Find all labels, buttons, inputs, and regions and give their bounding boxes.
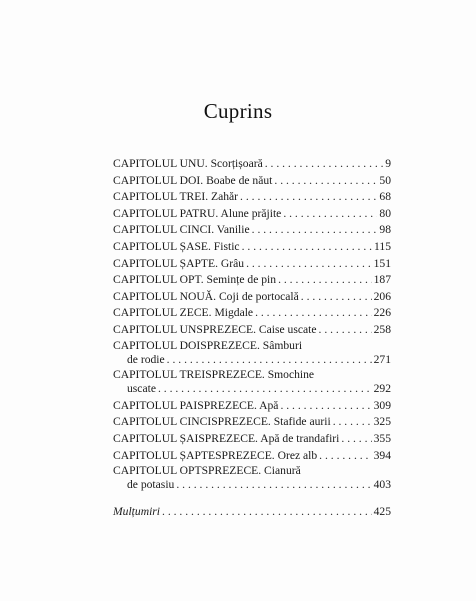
toc-entry-page: 9 (385, 157, 391, 170)
toc-entry-acknowledgements (113, 504, 391, 519)
toc-entry (113, 189, 391, 204)
toc-entry-label: CAPITOLUL DOI. Boabe de năut (113, 173, 273, 187)
dot-leader (252, 222, 378, 237)
dot-leader (242, 239, 372, 254)
toc-entry-label-continued: de potasiu (127, 478, 175, 492)
dot-leader (158, 382, 372, 396)
toc-entry (113, 156, 391, 171)
toc-entry-page: 309 (373, 398, 391, 412)
toc-entry-label: CAPITOLUL ȘASE. Fistic (113, 239, 240, 253)
toc-entry-label: CAPITOLUL ȘAISPREZECE. Apă de trandafiri (113, 431, 340, 445)
toc-entry (113, 368, 391, 396)
toc-entry (113, 431, 391, 446)
toc-entry-label: CAPITOLUL OPT. Semințe de pin (113, 273, 277, 287)
dot-leader (283, 206, 377, 221)
dot-leader (333, 414, 372, 429)
toc-entry-label: CAPITOLUL ZECE. Migdale (113, 306, 254, 320)
toc-entry (113, 322, 391, 337)
toc-entry (113, 272, 391, 287)
dot-leader (167, 353, 372, 367)
toc-entry-page: 271 (373, 352, 391, 366)
toc-entry-page: 325 (373, 415, 391, 429)
toc-entry (113, 448, 391, 463)
page-title: Cuprins (203, 99, 273, 123)
dot-leader (280, 398, 371, 413)
toc-entry-label-continued: uscate (127, 382, 156, 396)
toc-entry-page: 355 (373, 431, 391, 445)
toc-entry-label: CAPITOLUL OPTSPREZECE. Cianură (113, 464, 301, 478)
toc-entry (113, 256, 391, 271)
toc-entry-label: CAPITOLUL NOUĂ. Coji de portocală (113, 289, 299, 303)
toc-entry-label: CAPITOLUL TREISPREZECE. Smochine (113, 368, 315, 382)
section-gap (113, 494, 391, 504)
dot-leader (278, 272, 372, 287)
toc-entry (113, 339, 391, 367)
toc-entry-label: CAPITOLUL CINCISPREZECE. Stafide aurii (113, 415, 331, 429)
table-of-contents (113, 156, 391, 520)
toc-entry (113, 305, 391, 320)
toc-entry-label: CAPITOLUL TREI. Zahăr (113, 190, 239, 204)
toc-entry-page: 425 (373, 504, 391, 518)
toc-entry-page: 206 (373, 289, 391, 303)
dot-leader (240, 189, 377, 204)
toc-entry-label: Mulțumiri (113, 504, 161, 518)
toc-entry-page: 226 (373, 306, 391, 320)
toc-entry-label: CAPITOLUL UNU. Scorțișoară (113, 157, 263, 170)
toc-entry (113, 414, 391, 429)
dot-leader (319, 448, 371, 463)
toc-entry-page: 98 (379, 223, 391, 237)
toc-entry-label: CAPITOLUL PAISPREZECE. Apă (113, 398, 279, 412)
toc-entry-page: 68 (379, 190, 391, 204)
toc-entry-label-continued: de rodie (127, 352, 165, 366)
toc-entry (113, 289, 391, 304)
dot-leader (162, 504, 372, 519)
toc-entry-page: 151 (373, 256, 391, 270)
toc-entry-label: CAPITOLUL PATRU. Alune prăjite (113, 206, 282, 220)
toc-entry (113, 206, 391, 221)
toc-entry-page: 80 (379, 206, 391, 220)
dot-leader (319, 322, 372, 337)
toc-entry (113, 239, 391, 254)
dot-leader (265, 156, 383, 171)
toc-entry-page: 115 (374, 239, 391, 253)
dot-leader (274, 173, 377, 188)
toc-entry-label: CAPITOLUL UNSPREZECE. Caise uscate (113, 322, 317, 336)
dot-leader (301, 289, 372, 304)
toc-entry-page: 292 (373, 382, 391, 396)
dot-leader (255, 305, 372, 320)
toc-entry (113, 398, 391, 413)
toc-entry (113, 173, 391, 188)
toc-entry-label: CAPITOLUL ȘAPTESPREZECE. Orez alb (113, 448, 318, 462)
toc-entry (113, 464, 391, 492)
toc-entry-label: CAPITOLUL DOISPREZECE. Sâmburi (113, 338, 303, 352)
toc-entry-page: 50 (379, 173, 391, 187)
toc-entry (113, 222, 391, 237)
toc-entry-label: CAPITOLUL CINCI. Vanilie (113, 223, 250, 237)
dot-leader (246, 256, 372, 271)
toc-entry-label: CAPITOLUL ȘAPTE. Grâu (113, 256, 245, 270)
toc-entry-page: 403 (373, 478, 391, 492)
toc-entry-page: 394 (373, 448, 391, 462)
dot-leader (176, 478, 371, 492)
toc-entry-page: 187 (373, 273, 391, 287)
dot-leader (341, 431, 371, 446)
toc-entry-page: 258 (373, 322, 391, 336)
